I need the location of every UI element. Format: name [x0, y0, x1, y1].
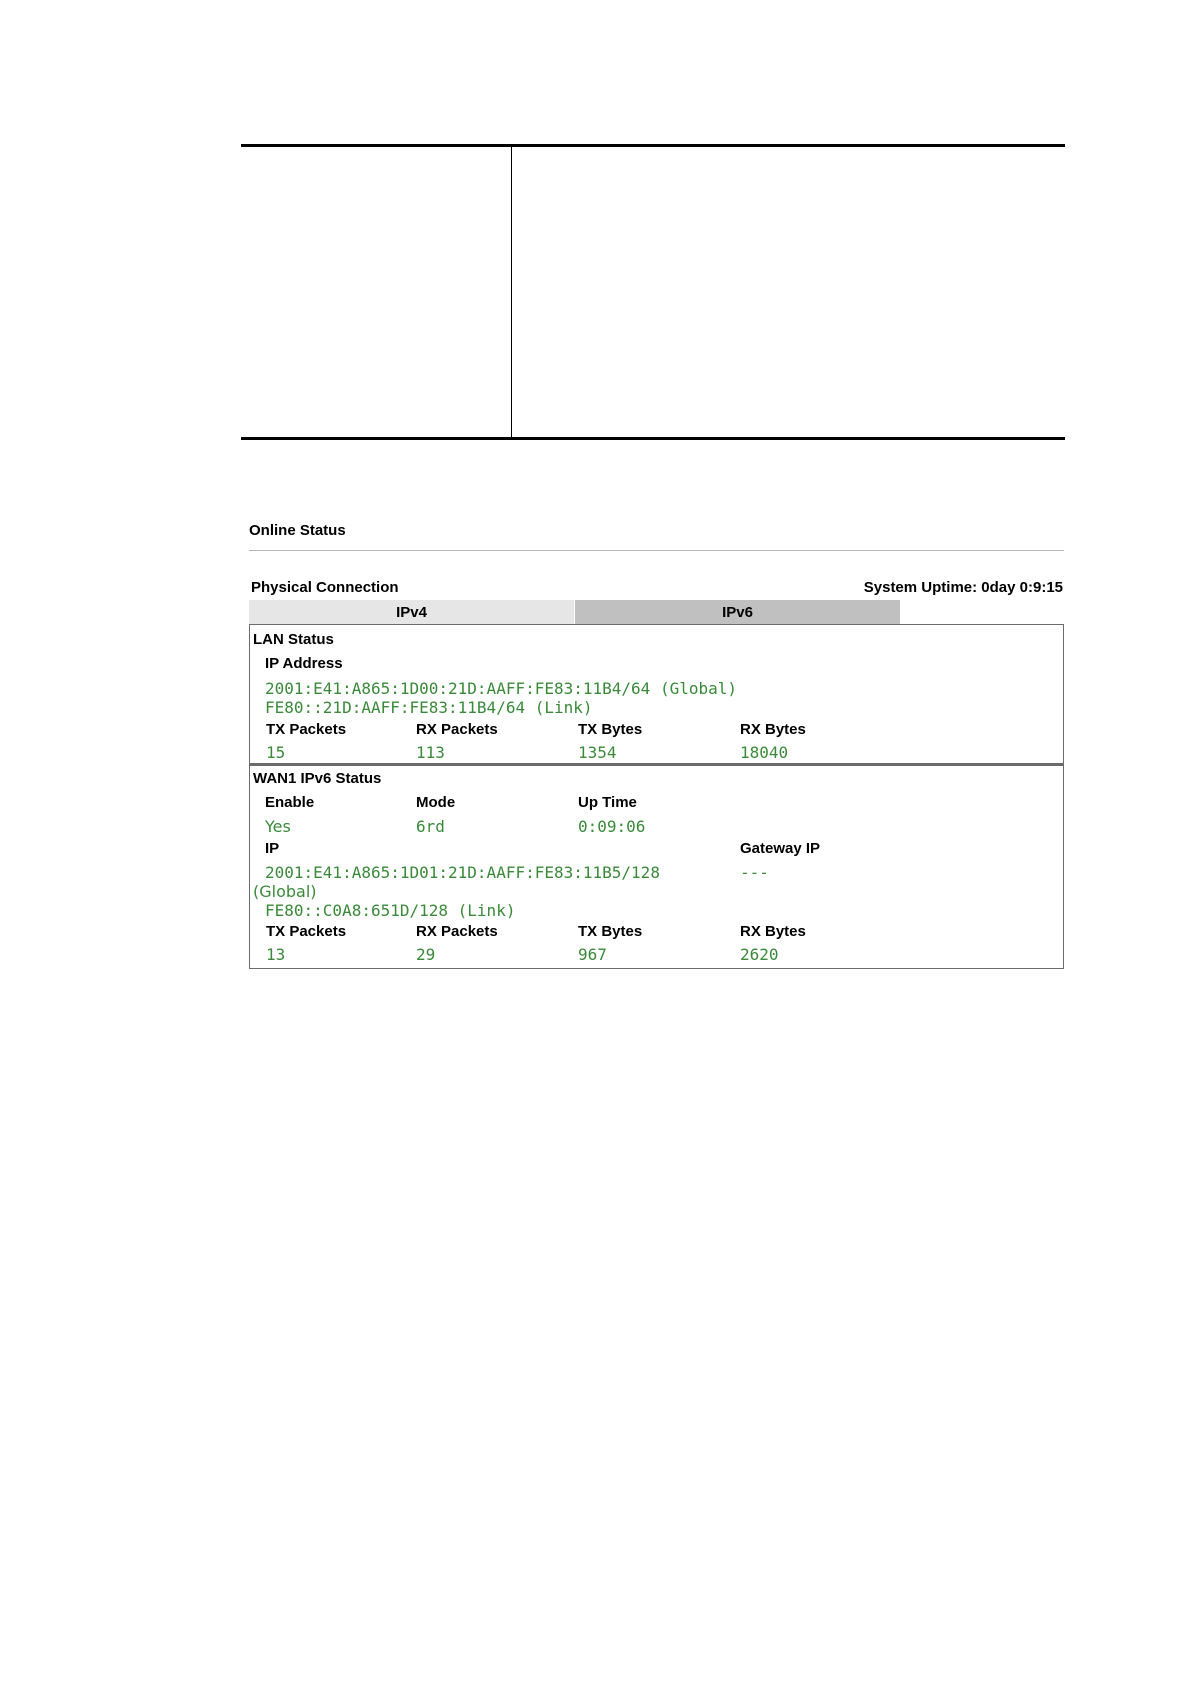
wan-ip-link: FE80::C0A8:651D/128 (Link) — [265, 901, 516, 920]
wan-status-title: WAN1 IPv6 Status — [253, 770, 382, 787]
physical-connection-label: Physical Connection — [251, 579, 399, 596]
title-divider — [249, 550, 1064, 551]
lan-rx-packets-value: 113 — [416, 743, 445, 762]
lan-rx-bytes-label: RX Bytes — [740, 721, 806, 738]
wan-tx-packets-value: 13 — [266, 945, 286, 964]
wan-ip-label: IP — [265, 840, 280, 857]
page-title: Online Status — [249, 522, 346, 539]
wan-gateway-ip-label: Gateway IP — [740, 840, 821, 857]
lan-status-title: LAN Status — [253, 631, 334, 648]
wan-rx-packets-value: 29 — [416, 945, 436, 964]
table-column-divider — [511, 147, 512, 437]
lan-tx-bytes-value: 1354 — [578, 743, 617, 762]
lan-tx-packets-value: 15 — [266, 743, 286, 762]
lan-ip-global: 2001:E41:A865:1D00:21D:AAFF:FE83:11B4/64 (Global) — [265, 679, 738, 698]
wan-mode-value: 6rd — [416, 817, 445, 836]
wan-gateway-ip-value: --- — [740, 863, 769, 882]
system-uptime: System Uptime: 0day 0:9:15 — [863, 579, 1063, 596]
lan-status-panel — [249, 624, 1064, 764]
wan-enable-value: Yes — [265, 817, 291, 836]
wan-ip-global: 2001:E41:A865:1D01:21D:AAFF:FE83:11B5/128 — [265, 863, 660, 882]
wan-tx-bytes-label: TX Bytes — [578, 923, 643, 940]
tab-ipv4[interactable]: IPv4 — [249, 600, 575, 624]
lan-rx-bytes-value: 18040 — [740, 743, 789, 762]
wan-up-time-value: 0:09:06 — [578, 817, 646, 836]
lan-ip-link: FE80::21D:AAFF:FE83:11B4/64 (Link) — [265, 698, 593, 717]
document-table — [241, 144, 1065, 440]
lan-tx-packets-label: TX Packets — [266, 721, 347, 738]
lan-rx-packets-label: RX Packets — [416, 721, 498, 738]
wan-ip-global-suffix: (Global) — [253, 882, 317, 901]
wan-enable-label: Enable — [265, 794, 315, 811]
lan-tx-bytes-label: TX Bytes — [578, 721, 643, 738]
wan-rx-bytes-value: 2620 — [740, 945, 779, 964]
lan-ip-address-label: IP Address — [265, 655, 343, 672]
wan-rx-bytes-label: RX Bytes — [740, 923, 806, 940]
ip-version-tabs — [249, 600, 900, 624]
wan-tx-packets-label: TX Packets — [266, 923, 347, 940]
tab-ipv6[interactable]: IPv6 — [575, 600, 900, 624]
wan-status-panel — [249, 763, 1064, 969]
wan-mode-label: Mode — [416, 794, 456, 811]
wan-rx-packets-label: RX Packets — [416, 923, 498, 940]
wan-tx-bytes-value: 967 — [578, 945, 607, 964]
wan-up-time-label: Up Time — [578, 794, 637, 811]
